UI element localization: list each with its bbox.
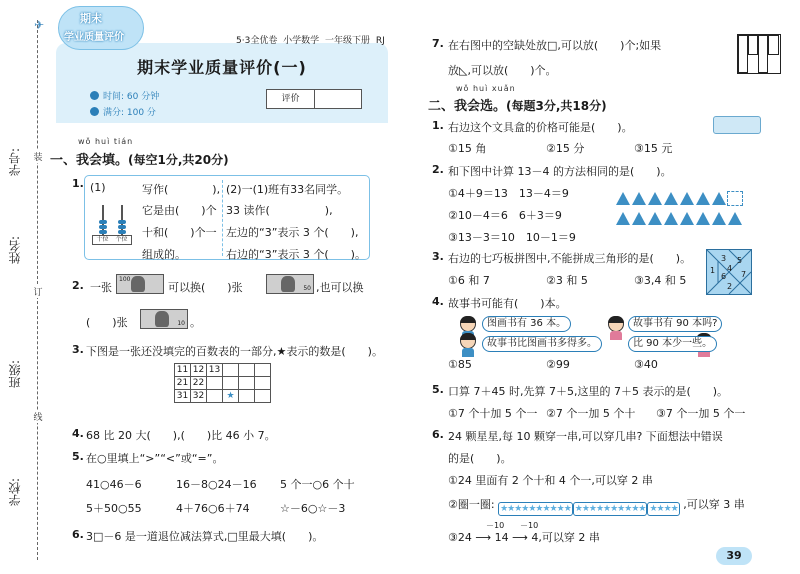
tangram-number: 6 [721, 272, 727, 281]
q5-text: 在○里填上“>”“<”或“=”。 [86, 452, 224, 465]
abacus-base [92, 235, 132, 245]
triangle-icon [664, 192, 678, 205]
q2-text-c: ,也可以换 [316, 281, 364, 294]
banknote-10 [140, 309, 188, 329]
table-cell [223, 364, 239, 377]
section2-heading [428, 95, 607, 114]
q1-right-line4: 右边的“3”表示 3 个( )。 [226, 248, 366, 261]
abacus-bead [99, 230, 107, 234]
s2-q6-line2: 的是( )。 [448, 452, 512, 465]
triangle-icon [616, 192, 630, 205]
banknote-100 [116, 274, 164, 294]
q5-item: 41○46－6 [86, 478, 142, 491]
table-cell: 13 [207, 364, 223, 377]
speech-bubble: 故事书比图画书多得多。 [482, 336, 602, 352]
table-cell [255, 364, 271, 377]
speech-bubble: 故事书有 90 本吗? [628, 316, 722, 332]
note-value: 100 [119, 276, 131, 283]
s2-q3-option: ①6 和 7 [448, 274, 490, 287]
star-group: ★★★★ [649, 504, 678, 514]
table-cell: 22 [191, 377, 207, 390]
s2-q1-number: 1. [432, 119, 444, 132]
tangram-number: 7 [741, 270, 747, 279]
s2-q4-option: ③40 [634, 358, 658, 371]
boy-avatar-2 [458, 333, 478, 357]
speech-bubble: 比 90 本少一些。 [628, 336, 717, 352]
note-value: 10 [177, 320, 185, 327]
s2-q1-option: ①15 角 [448, 142, 487, 155]
s2-q1-option: ③15 元 [634, 142, 673, 155]
triangle-row-1 [616, 192, 742, 205]
tens-label: 十位 [96, 236, 109, 243]
portrait-icon [131, 276, 145, 292]
grade-label: 评价 [267, 90, 315, 108]
q2-text-b: 可以换( )张 [168, 281, 243, 294]
q5-item: 5 个一○6 个十 [280, 478, 355, 491]
cut-mark: 线 [32, 410, 44, 423]
q2-text-d: ( )张 [86, 316, 128, 329]
abacus-bead [118, 220, 126, 224]
grid-piece [748, 35, 758, 55]
jump-label: －10 [486, 521, 505, 530]
triangle-icon [712, 192, 726, 205]
time-limit [90, 89, 159, 102]
banknote-50 [266, 274, 314, 294]
q5-item: 4＋76○6＋74 [176, 502, 250, 515]
q1-left-line1: 写作( ), [142, 183, 221, 196]
triangle-icon [616, 212, 630, 225]
q5-number: 5. [72, 450, 84, 463]
q1-divider [222, 180, 223, 256]
s2-q3-text: 右边的七巧板拼图中,不能拼成三角形的是( )。 [448, 252, 692, 265]
q4-text: 68 比 20 大( ),( )比 46 小 7。 [86, 429, 276, 442]
page-number: 39 [716, 547, 752, 565]
q7-number: 7. [432, 37, 444, 50]
abacus-bead [118, 225, 126, 229]
check-icon [90, 107, 99, 116]
q3-text: 下图是一张还没填完的百数表的一部分,★表示的数是( )。 [86, 345, 383, 358]
s2-q5-option: ①7 个十加 5 个一 [448, 407, 538, 420]
title-panel [56, 43, 388, 123]
table-cell [255, 377, 271, 390]
triangle-icon [712, 212, 726, 225]
dashed-triangle-icon [728, 192, 742, 205]
q7-line2: 放◺,可以放( )个。 [448, 64, 557, 77]
triangle-icon [696, 212, 710, 225]
speech-bubble: 图画书有 36 本。 [482, 316, 571, 332]
triangle-icon [648, 192, 662, 205]
q2-number: 2. [72, 279, 84, 292]
table-cell [239, 390, 255, 403]
full-score-text: 满分: 100 分 [103, 108, 156, 118]
abacus-bead [99, 225, 107, 229]
cut-mark: 装 [32, 150, 44, 163]
triangle-icon [664, 212, 678, 225]
q3-number: 3. [72, 343, 84, 356]
q1-right-line3: 左边的“3”表示 3 个( ), [226, 226, 359, 239]
s2-q2-option: ③13－3＝10 10－1＝9 [448, 231, 576, 244]
portrait-icon [155, 311, 169, 327]
s2-q3-option: ③3,4 和 5 [634, 274, 687, 287]
portrait-icon [281, 276, 295, 292]
s2-q4-text: 故事书可能有( )本。 [448, 297, 567, 310]
full-score [90, 105, 156, 118]
table-cell: 21 [175, 377, 191, 390]
section2-pinyin: wǒ huì xuǎn [456, 84, 516, 93]
section1-heading [50, 149, 229, 168]
binding-strip [0, 0, 46, 574]
abacus-bead [118, 230, 126, 234]
section1-pinyin: wǒ huì tián [78, 137, 134, 146]
s2-q4-number: 4. [432, 295, 444, 308]
table-cell: 11 [175, 364, 191, 377]
s2-q5-option: ②7 个一加 5 个十 [546, 407, 636, 420]
cut-mark: 订 [32, 285, 44, 298]
table-cell: 12 [191, 364, 207, 377]
name-label: 姓名: [8, 236, 22, 265]
table-cell [255, 390, 271, 403]
clock-icon [90, 91, 99, 100]
section1-score: (每空1分,共20分) [128, 153, 229, 167]
triangle-icon [632, 192, 646, 205]
tangram-number: 5 [737, 256, 743, 265]
q1-right-line2: 33 读作( ), [226, 204, 333, 217]
grid-piece [768, 35, 779, 55]
s2-q6-option3: ③24 ⟶ 14 ⟶ 4,可以穿 2 串 [448, 531, 600, 544]
tangram-number: 2 [727, 282, 733, 291]
tangram-number: 4 [727, 264, 733, 273]
q1-left-line3: 十和( )个一 [142, 226, 217, 239]
s2-q6-option1: ①24 里面有 2 个十和 4 个一,可以穿 2 串 [448, 474, 653, 487]
s2-q6-option2-label: ②圈一圈: [448, 498, 495, 511]
table-cell [223, 377, 239, 390]
ones-label: 个位 [115, 236, 128, 243]
section1-title: 一、我会填。 [50, 153, 129, 168]
class-label: 班级: [8, 360, 22, 389]
s2-q1-text: 右边这个文具盒的价格可能是( )。 [448, 121, 633, 134]
q1-number: 1. [72, 177, 84, 190]
note-value: 50 [303, 285, 311, 292]
table-cell [239, 364, 255, 377]
q4-number: 4. [72, 427, 84, 440]
s2-q2-option: ①4＋9＝13 13－4＝9 [448, 187, 569, 200]
q5-item: ☆－6○☆－3 [280, 502, 346, 515]
exam-badge [58, 6, 144, 50]
triangle-icon [632, 212, 646, 225]
section2-score: (每题3分,共18分) [506, 99, 607, 113]
s2-q6-number: 6. [432, 428, 444, 441]
girl-avatar [606, 316, 626, 340]
triangle-icon [680, 192, 694, 205]
badge-line2: 学业质量评价 [64, 32, 124, 43]
triangle-icon [728, 212, 742, 225]
table-cell [239, 377, 255, 390]
q1-left-line2: 它是由( )个 [142, 204, 217, 217]
grid-piece [758, 35, 768, 73]
s2-q6-option2 [448, 496, 745, 516]
section2-title: 二、我会选。 [428, 99, 507, 114]
hundred-table [174, 363, 271, 403]
s2-q5-number: 5. [432, 383, 444, 396]
badge-line1: 期末 [80, 12, 102, 25]
grade-box [266, 89, 362, 109]
pencil-case-image [713, 116, 761, 134]
jump-label: －10 [520, 521, 539, 530]
tangram-number: 1 [710, 266, 716, 275]
q1-right-line1: (2)一(1)班有33名同学。 [226, 183, 349, 196]
q6-number: 6. [72, 528, 84, 541]
s2-q1-option: ②15 分 [546, 142, 585, 155]
triangle-icon [696, 192, 710, 205]
s2-q2-text: 和下图中计算 13－4 的方法相同的是( )。 [448, 165, 672, 178]
series-title: 5·3全优卷 小学数学 一年级下册 RJ [236, 36, 385, 46]
q5-item: 16－8○24－16 [176, 478, 257, 491]
s2-q3-number: 3. [432, 250, 444, 263]
tangram-number: 3 [721, 254, 727, 263]
time-text: 时间: 60 分钟 [103, 92, 160, 102]
star-cell: ★ [223, 390, 239, 403]
s2-q6-line1: 24 颗星星,每 10 颗穿一串,可以穿几串? 下面想法中错误 [448, 430, 723, 443]
star-group: ★★★★★★★★★★ [574, 504, 646, 514]
s2-q5-text: 口算 7＋45 时,先算 7＋5,这里的 7＋5 表示的是( )。 [448, 385, 729, 398]
q1-left-prefix: (1) [90, 181, 106, 194]
grid-figure [737, 34, 781, 74]
student-id-label: 学号: [8, 148, 22, 177]
q1-left-line4: 组成的。 [142, 248, 186, 261]
tangram-figure [706, 249, 752, 295]
grade-field[interactable] [315, 90, 361, 108]
table-cell [207, 390, 223, 403]
s2-q4-option: ②99 [546, 358, 570, 371]
q2-text-e: 。 [190, 316, 201, 329]
grid-piece [738, 35, 748, 73]
q6-text: 3□－6 是一道退位减法算式,□里最大填( )。 [86, 530, 324, 543]
s2-q2-option: ②10－4＝6 6＋3＝9 [448, 209, 562, 222]
table-cell: 32 [191, 390, 207, 403]
table-cell: 31 [175, 390, 191, 403]
triangle-icon [680, 212, 694, 225]
s2-q5-option: ③7 个一加 5 个一 [656, 407, 746, 420]
rocket-icon: ✈ [34, 18, 45, 32]
s2-q3-option: ②3 和 5 [546, 274, 588, 287]
abacus-figure [92, 205, 132, 245]
q7-line1: 在右图中的空缺处放□,可以放( )个;如果 [448, 39, 662, 52]
q5-item: 5＋50○55 [86, 502, 142, 515]
s2-q4-option: ①85 [448, 358, 472, 371]
s2-q6-option2-tail: ,可以穿 3 串 [683, 498, 745, 511]
s2-q2-number: 2. [432, 163, 444, 176]
school-label: 学校: [8, 478, 22, 507]
page-title: 期末学业质量评价(一) [137, 58, 307, 77]
triangle-icon [648, 212, 662, 225]
star-group: ★★★★★★★★★★ [500, 504, 571, 514]
q2-text-a: 一张 [90, 281, 112, 294]
table-cell [207, 377, 223, 390]
abacus-bead [99, 220, 107, 224]
triangle-row-2 [616, 212, 742, 225]
